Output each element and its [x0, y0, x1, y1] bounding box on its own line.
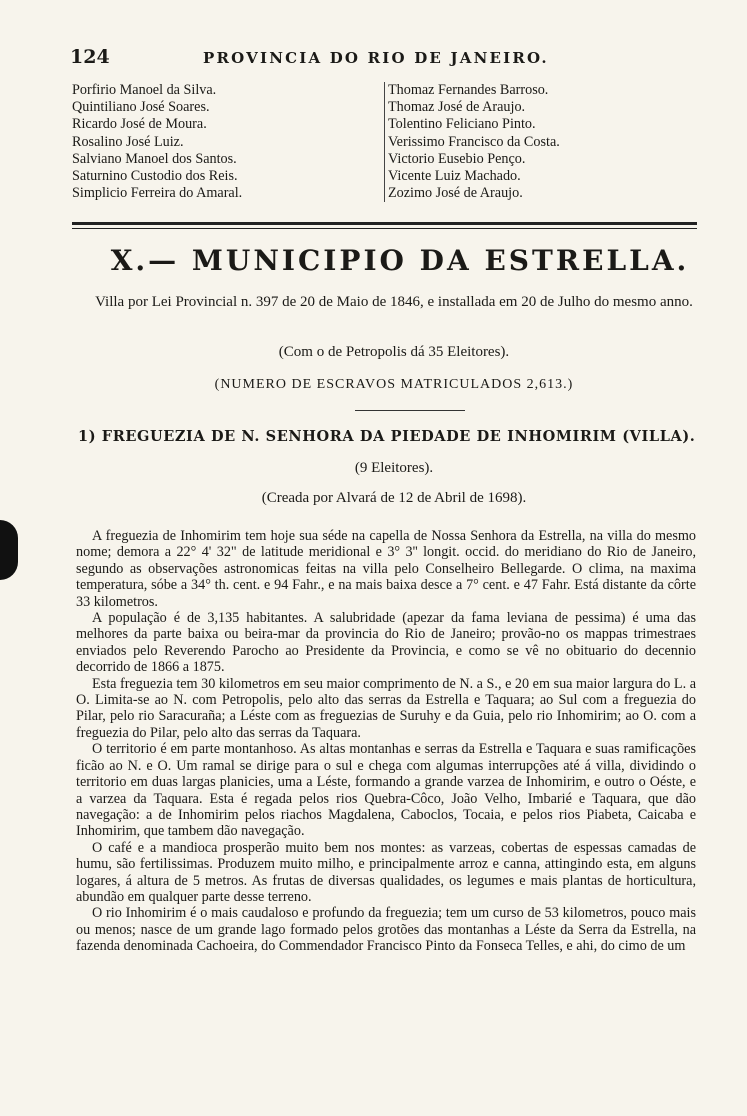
name-entry: Ricardo José de Moura. — [72, 116, 207, 133]
name-entry: Verissimo Francisco da Costa. — [388, 133, 560, 150]
name-entry: Salviano Manoel dos Santos. — [72, 150, 237, 167]
elector-name-list — [72, 82, 712, 202]
body-text — [76, 528, 696, 955]
name-column-left — [72, 82, 384, 202]
paragraph-text: O rio Inhomirim é o mais caudaloso e profundo da freguezia; tem um curso de 53 kilometros, pouco mais ou menos; nasce de um grande lago formado pelos grotões das montanhas a Léste da Serra da Estrella, na fazenda denominada Cachoeira, do Commendador Francisco Pinto da Fonseca Telles, e ahi, do cimo de um — [76, 905, 696, 955]
paragraph — [76, 528, 696, 610]
parish-created-note: (Creada por Alvará de 12 de Abril de 1698). — [261, 490, 527, 506]
section-title: X.— MUNICIPIO DA ESTRELLA. — [110, 244, 690, 277]
paragraph — [76, 905, 696, 954]
parish-electors: (9 Eleitores). — [354, 460, 434, 476]
name-entry: Zozimo José de Araujo. — [388, 185, 523, 202]
paragraph-text: A população é de 3,135 habitantes. A salubridade (apezar da fama leviana de pessima) é uma das melhores da parte baixa ou beira-mar da provincia do Rio de Janeiro; provão-no os mappas trimestraes enviados pelo Reverendo Parocho ao Presidente da Provincia, e como se vê no obituario do decennio decorrido de 1866 a 1875. — [76, 610, 696, 676]
paragraph — [76, 840, 696, 906]
name-entry: Vicente Luiz Machado. — [388, 168, 521, 185]
paragraph-text: Esta freguezia tem 30 kilometros em seu maior comprimento de N. a S., e 20 em sua maior largura do L. a O. Limita-se ao N. com Petropolis, pelo alto das serras da Estrella e Taquara; ao Sul com a freguezia do Pilar, pelo rio Saracuraña; a Léste com as freguezias de Suruhy e da Guia, pelo rio Inhomirim; ao O. com a freguezia do Pilar, pelo alto das serras da Taquara. — [76, 675, 696, 741]
name-entry: Victorio Eusebio Penço. — [388, 150, 526, 167]
margin-ink-mark — [0, 520, 18, 580]
paragraph-text: A freguezia de Inhomirim tem hoje sua séde na capella de Nossa Senhora da Estrella, na villa do mesmo nome; demora a 22° 4' 32" de latitude meridional e 3° 3'' longit. occid. do meridiano do Rio de Janeiro, segundo as observações astronomicas feitas na villa pelo Conselheiro Bellegarde. O clima, na maxima temperatura, sóbe a 34° th. cent. e 94 Fahr., e na mais baixa desce a 7° cent. e 47 Fahr. Está distante da côrte 33 kilometros. — [76, 528, 696, 610]
name-column-right — [384, 82, 700, 202]
name-entry: Saturnino Custodio dos Reis. — [72, 168, 238, 185]
section-foundation-note: Villa por Lei Provincial n. 397 de 20 de Maio de 1846, e installada em 20 de Julho do mesmo anno. — [95, 294, 693, 310]
name-entry: Simplicio Ferreira do Amaral. — [72, 185, 243, 202]
paragraph — [76, 676, 696, 742]
page-number: 124 — [70, 46, 110, 68]
short-rule-divider — [355, 410, 465, 411]
name-entry: Quintiliano José Soares. — [72, 99, 210, 116]
running-title: PROVINCIA DO RIO DE JANEIRO. — [203, 49, 549, 67]
name-entry: Thomaz José de Araujo. — [388, 99, 526, 116]
name-entry: Tolentino Feliciano Pinto. — [388, 116, 536, 133]
paragraph — [76, 741, 696, 839]
double-rule-divider — [72, 222, 697, 229]
paragraph — [76, 610, 696, 676]
section-slaves-note: (NUMERO DE ESCRAVOS MATRICULADOS 2,613.) — [214, 377, 574, 392]
name-entry: Thomaz Fernandes Barroso. — [388, 82, 549, 98]
section-electors-note: (Com o de Petropolis dá 35 Eleitores). — [278, 344, 510, 360]
parish-heading: 1) FREGUEZIA DE N. SENHORA DA PIEDADE DE INHOMIRIM (VILLA). — [78, 428, 696, 445]
name-entry: Rosalino José Luiz. — [72, 133, 184, 150]
paragraph-text: O café e a mandioca prosperão muito bem nos montes: as varzeas, cobertas de espessas camadas de humu, são fertilissimas. Produzem muito milho, e principalmente arroz e canna, attingindo esta, em alguns logares, á altura de 5 metros. As frutas de diversas qualidades, os legumes e mais plantas de horticultura, abundão em qualquer parte desse terreno. — [76, 839, 696, 905]
running-head — [70, 46, 721, 68]
name-entry: Porfirio Manoel da Silva. — [72, 82, 217, 98]
paragraph-text: O territorio é em parte montanhoso. As altas montanhas e serras da Estrella e Taquara e suas ramificações ficão ao N. e O. Um ramal se dirige para o sul e chega com algumas interrupções até á villa, dividindo o territorio em duas largas planicies, uma a Léste, formando a grande varzea de Inhomirim, e outro o Oéste, e a varzea da Taquara. Esta é regada pelos rios Quebra-Côco, João Velho, Imbarié e Taquara, que dão navegação: a de Inhomirim pelos riachos Magdalena, Caboclos, Tocaia, e pelos rios Piabeta, Caicaba e Inhomirim, que tambem dão navegação. — [76, 741, 696, 840]
